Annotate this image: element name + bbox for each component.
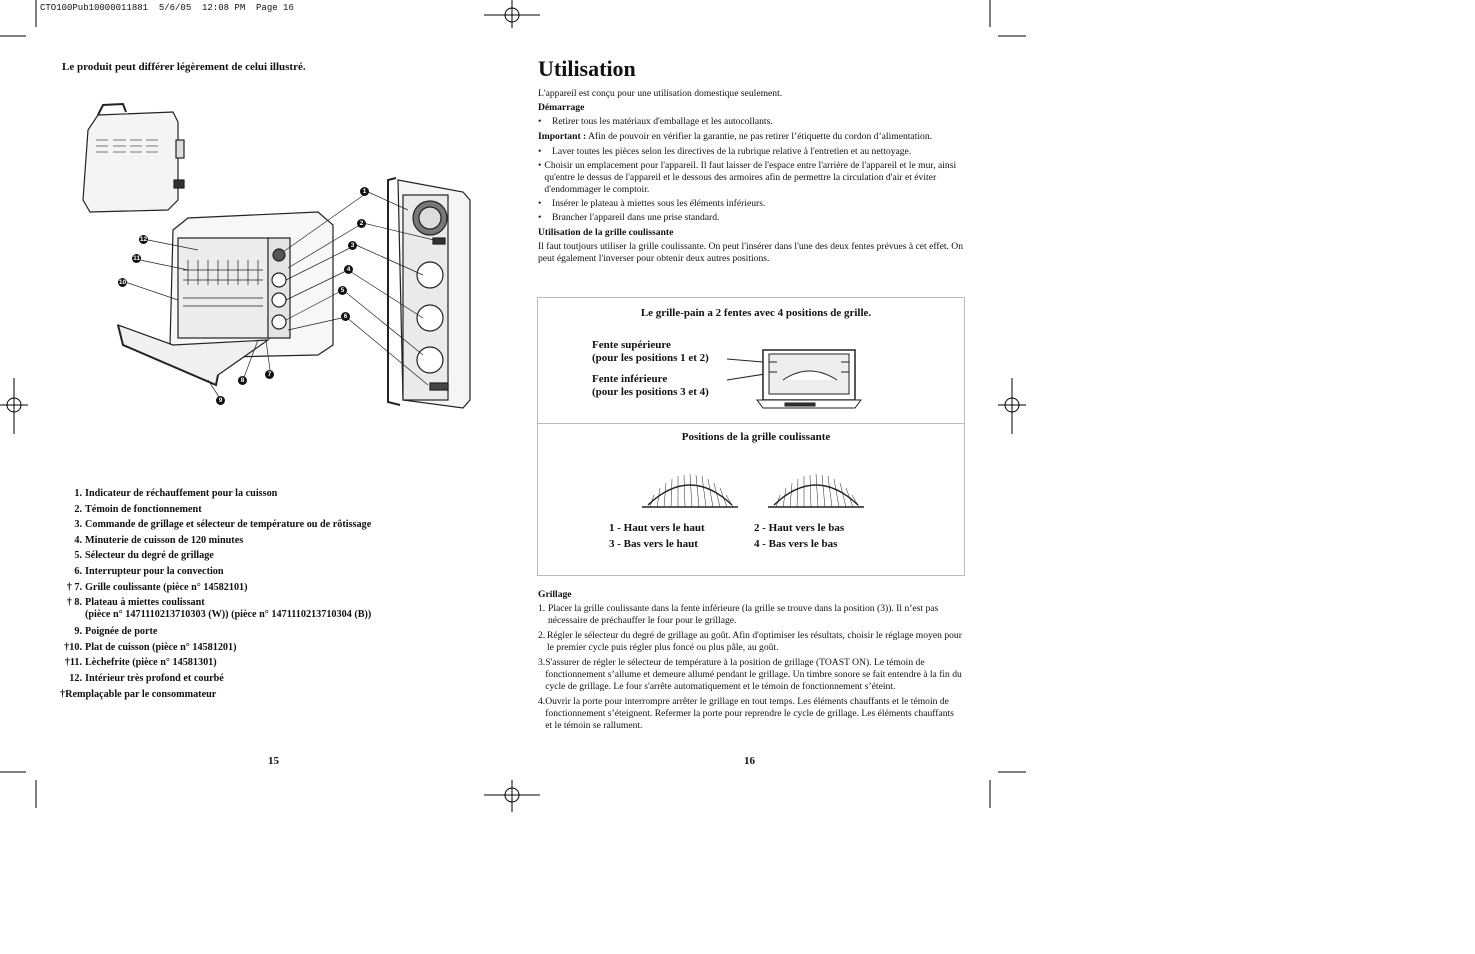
list-item: • Brancher l'appareil dans une prise standard. <box>538 212 720 223</box>
list-item: 9. Poignée de porte <box>74 626 158 638</box>
print-header: CTO100Pub10000011881 5/6/05 12:08 PM Page 16 <box>40 3 294 13</box>
list-item: • Choisir un emplacement pour l'appareil. Il faut laisser de l'espace entre l'arrière de l'appareil et le mur, ainsi qu'entre le dessus de l'appareil et le dessous des armoires afin de permettre la circulation d'air et éviter d'endommager le comptoir. <box>538 160 957 195</box>
list-item: 4. Minuterie de cuisson de 120 minutes <box>74 534 244 546</box>
demarrage-heading: Démarrage <box>538 102 585 113</box>
list-item: †10. Plat de cuisson (pièce n° 14581201) <box>64 641 237 653</box>
list-item: † 7. Grille coulissante (pièce n° 14582101) <box>66 581 248 593</box>
oven-slots-illustration <box>725 342 865 412</box>
callout-4: 4 <box>344 265 353 274</box>
list-item: 1. Placer la grille coulissante dans la fente inférieure (la grille se trouve dans la position (3)). Il n’est pas nécessaire de préchauffer le four pour le grillage. <box>538 603 939 626</box>
important-note: Important : Afin de pouvoir en vérifier la garantie, ne pas retirer l’étiquette du cordon d’alimentation. <box>538 131 933 142</box>
grille-text: Il faut toutjours utiliser la grille coulissante. On peut l'insérer dans l'une des deux fentes prévues à cet effet. On peut également l'inverser pour obtenir deux autres positions. <box>538 241 964 264</box>
list-item: †11. Lèchefrite (pièce n° 14581301) <box>64 657 217 669</box>
list-item: 6. Interrupteur pour la convection <box>74 565 224 577</box>
positions-title: Positions de la grille coulissante <box>681 431 831 443</box>
illustration-caption: Le produit peut différer légèrement de celui illustré. <box>62 61 306 73</box>
list-item: 4. Ouvrir la porte pour interrompre arrêter le grillage en tout temps. Les éléments chauffants et le témoin de fonctionnement s’éteignent. Refermer la porte pour reprendre le cycle de grillage. Les éléments chauffants et le témoin se rallument. <box>538 696 954 731</box>
box-title: Le grille-pain a 2 fentes avec 4 positions de grille. <box>640 307 872 319</box>
callout-5: 5 <box>338 286 347 295</box>
list-item: 12. Intérieur très profond et courbé <box>69 672 224 684</box>
rack-up-illustration <box>640 465 740 513</box>
page-number-left: 15 <box>268 755 279 767</box>
list-item: 3. Commande de grillage et sélecteur de température ou de rôtissage <box>74 519 372 531</box>
callout-6: 6 <box>341 312 350 321</box>
grillage-heading: Grillage <box>538 589 572 600</box>
positions-right: 2 - Haut vers le bas 4 - Bas vers le bas <box>754 522 845 550</box>
callout-8: 8 <box>238 376 247 385</box>
callout-10: 10 <box>118 279 127 286</box>
callout-7: 7 <box>265 370 274 379</box>
list-item: 5. Sélecteur du degré de grillage <box>74 550 214 562</box>
footnote: †Remplaçable par le consommateur <box>60 688 217 700</box>
list-item: • Laver toutes les pièces selon les directives de la rubrique relative à l'entretien et au nettoyage. <box>538 146 912 157</box>
grille-heading: Utilisation de la grille coulissante <box>538 227 674 238</box>
parts-list <box>60 486 371 702</box>
callout-1: 1 <box>360 187 369 196</box>
list-item: (pièce n° 1471110213710303 (W)) (pièce n° 1471110213710304 (B)) <box>85 609 372 621</box>
grillage-section <box>538 589 963 732</box>
rack-down-illustration <box>766 465 866 513</box>
page-number-right: 16 <box>744 755 755 767</box>
list-item: † 8. Plateau à miettes coulissant <box>66 597 205 609</box>
list-item: 3. S'assurer de régler le sélecteur de température à la position de grillage (TOAST ON). Le témoin de fonctionnement s’allume et demeure allumé pendant le grillage. Un timbre sonore se fait entendre à la fin du cycle de grillage. Le four s'arrête automatiquement et le témoin de fonctionnement s’éteint. <box>538 657 962 692</box>
callout-11: 11 <box>133 255 140 262</box>
positions-left: 1 - Haut vers le haut 3 - Bas vers le haut <box>609 522 705 550</box>
list-item: 2. Témoin de fonctionnement <box>74 503 202 515</box>
callout-2: 2 <box>357 219 366 228</box>
list-item: 2. Régler le sélecteur du degré de grillage au goût. Afin d'optimiser les résultats, choisir le réglage moyen pour le premier cycle puis régler plus foncé ou plus pâle, au goût. <box>538 630 962 653</box>
intro-section <box>538 88 963 265</box>
intro-text: L'appareil est conçu pour une utilisation domestique seulement. <box>538 88 783 99</box>
callout-3: 3 <box>348 241 357 250</box>
upper-slot-label: Fente supérieure (pour les positions 1 et 2) <box>592 339 709 364</box>
callout-9: 9 <box>216 396 225 405</box>
page-title: Utilisation <box>538 56 636 81</box>
callout-12: 12 <box>139 236 148 243</box>
lower-slot-label: Fente inférieure (pour les positions 3 et 4) <box>592 373 709 398</box>
list-item: 1. Indicateur de réchauffement pour la cuisson <box>74 488 278 499</box>
list-item: • Insérer le plateau à miettes sous les éléments inférieurs. <box>538 198 766 209</box>
list-item: • Retirer tous les matériaux d'emballage et les autocollants. <box>538 116 773 127</box>
